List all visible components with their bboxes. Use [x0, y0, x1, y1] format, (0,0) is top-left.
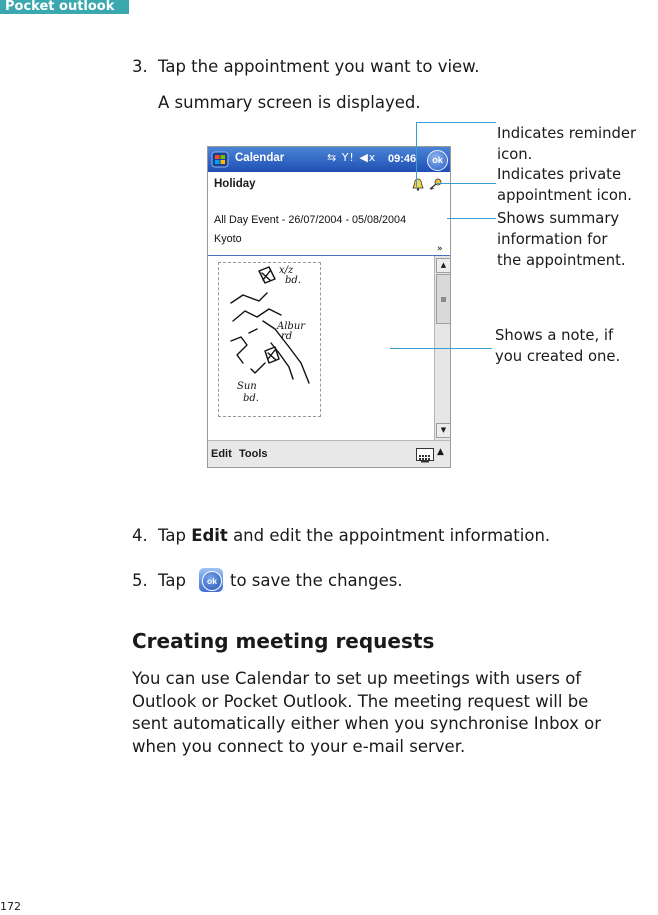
callout-private	[497, 164, 632, 206]
status-icons[interactable]: ⇆ Y! ◀x	[327, 151, 377, 164]
step-5-number: 5.	[132, 571, 148, 590]
menu-bar	[208, 440, 450, 468]
page-number: 172	[0, 900, 21, 913]
clock[interactable]: 09:46	[388, 153, 417, 165]
ok-inline-icon	[199, 568, 223, 592]
callout-line: the appointment.	[497, 252, 626, 269]
paragraph-line: sent automatically either when you synchronise Inbox or	[132, 714, 602, 734]
private-key-icon	[428, 178, 442, 190]
callout-line: Indicates private	[497, 166, 622, 183]
section-header-tab: Pocket outlook	[0, 0, 129, 14]
note-drawing-frame	[218, 262, 321, 417]
title-bar	[208, 147, 450, 172]
expand-summary-icon[interactable]: »	[437, 244, 443, 254]
ok-inline-label: ok	[202, 571, 222, 591]
reminder-leader-vertical	[416, 122, 417, 187]
step-5-post: to save the changes.	[230, 571, 403, 590]
windows-start-icon[interactable]	[211, 151, 229, 168]
scroll-down-icon[interactable]: ▼	[436, 423, 451, 438]
note-word: bd.	[243, 393, 259, 404]
step-4-number: 4.	[132, 526, 148, 545]
step-3-number: 3.	[132, 57, 148, 76]
reminder-leader	[416, 122, 496, 123]
callout-line: information for	[497, 231, 608, 248]
note-word: rd	[281, 331, 293, 342]
pocketpc-screenshot	[207, 146, 451, 468]
step-5-pre: Tap	[158, 571, 186, 590]
note-word: x/z	[279, 265, 294, 276]
paragraph-line: You can use Calendar to set up meetings with users of	[132, 669, 582, 688]
paragraph-line: when you connect to your e-mail server.	[132, 737, 466, 757]
appointment-summary	[214, 211, 406, 249]
step-4-text	[158, 525, 550, 547]
event-dates: All Day Event - 26/07/2004 - 05/08/2004	[214, 214, 407, 226]
note-word: bd.	[285, 275, 301, 286]
callout-summary	[497, 208, 626, 271]
app-title: Calendar	[235, 152, 285, 164]
section-paragraph	[132, 668, 658, 759]
edit-keyword: Edit	[191, 526, 228, 545]
note-word: Sun	[237, 381, 257, 392]
callout-note	[495, 325, 620, 367]
scroll-grip-icon	[441, 297, 446, 302]
summary-leader	[447, 218, 496, 219]
menu-edit[interactable]: Edit	[211, 448, 232, 460]
keyboard-icon[interactable]	[416, 448, 434, 461]
step-3-result: A summary screen is displayed.	[158, 93, 421, 112]
step-4-post: and edit the appointment information.	[227, 526, 551, 545]
callout-reminder	[497, 123, 636, 165]
callout-line: icon.	[497, 146, 533, 163]
handwritten-map-drawing	[219, 263, 320, 416]
scroll-thumb[interactable]	[436, 274, 451, 324]
private-leader	[437, 183, 496, 184]
callout-line: Indicates reminder	[497, 125, 637, 142]
menu-tools[interactable]: Tools	[239, 448, 268, 460]
callout-line: you created one.	[495, 348, 621, 365]
event-location: Kyoto	[214, 233, 242, 245]
scroll-up-icon[interactable]: ▲	[436, 258, 451, 273]
appointment-title: Holiday	[214, 178, 256, 190]
step-4-pre: Tap	[158, 526, 192, 545]
reminder-bell-icon	[412, 178, 424, 191]
callout-line: appointment icon.	[497, 187, 632, 204]
note-leader	[390, 348, 492, 349]
input-panel-arrow-icon[interactable]: ▲	[437, 447, 444, 457]
paragraph-line: Outlook or Pocket Outlook. The meeting request will be	[132, 691, 589, 711]
section-heading: Creating meeting requests	[132, 629, 435, 653]
step-3-text: Tap the appointment you want to view.	[158, 57, 480, 76]
callout-line: Shows summary	[497, 210, 620, 227]
callout-line: Shows a note, if	[495, 327, 614, 344]
ok-button[interactable]: ok	[427, 150, 448, 171]
note-word: Albur	[277, 321, 306, 332]
